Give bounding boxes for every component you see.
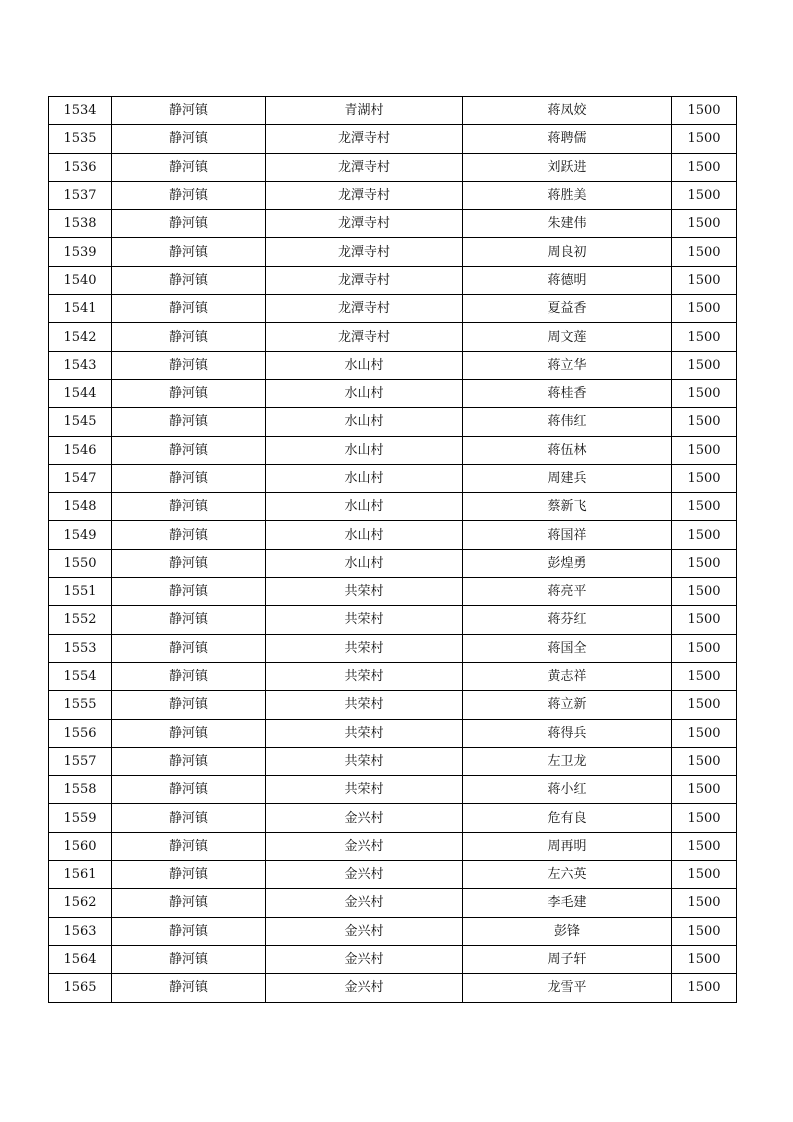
row-number-cell: 1563 <box>49 917 112 945</box>
table-row <box>49 804 737 832</box>
name-cell: 蒋凤姣 <box>463 97 672 125</box>
table-row <box>49 917 737 945</box>
name-cell: 左六英 <box>463 861 672 889</box>
row-number-cell: 1548 <box>49 493 112 521</box>
town-cell: 静河镇 <box>112 662 266 690</box>
row-number-cell: 1550 <box>49 549 112 577</box>
row-number-cell: 1545 <box>49 408 112 436</box>
row-number-cell: 1552 <box>49 606 112 634</box>
village-cell: 水山村 <box>266 493 463 521</box>
amount-cell: 1500 <box>672 521 737 549</box>
table-row <box>49 974 737 1002</box>
amount-cell: 1500 <box>672 606 737 634</box>
amount-cell: 1500 <box>672 549 737 577</box>
row-number-cell: 1543 <box>49 351 112 379</box>
village-cell: 龙潭寺村 <box>266 238 463 266</box>
village-cell: 金兴村 <box>266 889 463 917</box>
village-cell: 龙潭寺村 <box>266 181 463 209</box>
town-cell: 静河镇 <box>112 889 266 917</box>
village-cell: 金兴村 <box>266 861 463 889</box>
town-cell: 静河镇 <box>112 323 266 351</box>
town-cell: 静河镇 <box>112 606 266 634</box>
table-row <box>49 181 737 209</box>
row-number-cell: 1539 <box>49 238 112 266</box>
amount-cell: 1500 <box>672 861 737 889</box>
table-row <box>49 861 737 889</box>
row-number-cell: 1557 <box>49 747 112 775</box>
name-cell: 蒋伟红 <box>463 408 672 436</box>
row-number-cell: 1553 <box>49 634 112 662</box>
town-cell: 静河镇 <box>112 549 266 577</box>
town-cell: 静河镇 <box>112 521 266 549</box>
town-cell: 静河镇 <box>112 974 266 1002</box>
village-cell: 青湖村 <box>266 97 463 125</box>
name-cell: 蒋立新 <box>463 691 672 719</box>
village-cell: 金兴村 <box>266 804 463 832</box>
amount-cell: 1500 <box>672 917 737 945</box>
row-number-cell: 1556 <box>49 719 112 747</box>
town-cell: 静河镇 <box>112 97 266 125</box>
table-row <box>49 662 737 690</box>
table-row <box>49 436 737 464</box>
table-row <box>49 578 737 606</box>
town-cell: 静河镇 <box>112 493 266 521</box>
amount-cell: 1500 <box>672 578 737 606</box>
village-cell: 金兴村 <box>266 832 463 860</box>
town-cell: 静河镇 <box>112 804 266 832</box>
village-cell: 水山村 <box>266 521 463 549</box>
village-cell: 共荣村 <box>266 691 463 719</box>
row-number-cell: 1540 <box>49 266 112 294</box>
name-cell: 蒋小红 <box>463 776 672 804</box>
row-number-cell: 1536 <box>49 153 112 181</box>
table-row <box>49 295 737 323</box>
village-cell: 金兴村 <box>266 945 463 973</box>
town-cell: 静河镇 <box>112 436 266 464</box>
name-cell: 李毛建 <box>463 889 672 917</box>
table-row <box>49 266 737 294</box>
town-cell: 静河镇 <box>112 379 266 407</box>
row-number-cell: 1558 <box>49 776 112 804</box>
table-row <box>49 776 737 804</box>
amount-cell: 1500 <box>672 266 737 294</box>
amount-cell: 1500 <box>672 662 737 690</box>
amount-cell: 1500 <box>672 181 737 209</box>
town-cell: 静河镇 <box>112 295 266 323</box>
row-number-cell: 1561 <box>49 861 112 889</box>
name-cell: 蒋芬红 <box>463 606 672 634</box>
amount-cell: 1500 <box>672 295 737 323</box>
table-row <box>49 153 737 181</box>
name-cell: 蒋德明 <box>463 266 672 294</box>
amount-cell: 1500 <box>672 379 737 407</box>
town-cell: 静河镇 <box>112 351 266 379</box>
table-row <box>49 493 737 521</box>
town-cell: 静河镇 <box>112 945 266 973</box>
amount-cell: 1500 <box>672 945 737 973</box>
table-row <box>49 747 737 775</box>
village-cell: 水山村 <box>266 408 463 436</box>
town-cell: 静河镇 <box>112 238 266 266</box>
amount-cell: 1500 <box>672 634 737 662</box>
village-cell: 共荣村 <box>266 719 463 747</box>
table-row <box>49 323 737 351</box>
name-cell: 蒋聘儒 <box>463 125 672 153</box>
name-cell: 黄志祥 <box>463 662 672 690</box>
row-number-cell: 1544 <box>49 379 112 407</box>
amount-cell: 1500 <box>672 719 737 747</box>
amount-cell: 1500 <box>672 747 737 775</box>
village-cell: 水山村 <box>266 379 463 407</box>
village-cell: 龙潭寺村 <box>266 153 463 181</box>
row-number-cell: 1562 <box>49 889 112 917</box>
table-row <box>49 606 737 634</box>
amount-cell: 1500 <box>672 238 737 266</box>
row-number-cell: 1538 <box>49 210 112 238</box>
name-cell: 左卫龙 <box>463 747 672 775</box>
name-cell: 周再明 <box>463 832 672 860</box>
town-cell: 静河镇 <box>112 832 266 860</box>
roster-table-body <box>49 97 737 1003</box>
amount-cell: 1500 <box>672 351 737 379</box>
roster-table <box>48 96 737 1003</box>
amount-cell: 1500 <box>672 691 737 719</box>
town-cell: 静河镇 <box>112 153 266 181</box>
village-cell: 共荣村 <box>266 662 463 690</box>
village-cell: 龙潭寺村 <box>266 323 463 351</box>
row-number-cell: 1565 <box>49 974 112 1002</box>
amount-cell: 1500 <box>672 323 737 351</box>
row-number-cell: 1549 <box>49 521 112 549</box>
name-cell: 蒋亮平 <box>463 578 672 606</box>
town-cell: 静河镇 <box>112 917 266 945</box>
amount-cell: 1500 <box>672 210 737 238</box>
table-row <box>49 238 737 266</box>
amount-cell: 1500 <box>672 493 737 521</box>
town-cell: 静河镇 <box>112 719 266 747</box>
row-number-cell: 1554 <box>49 662 112 690</box>
table-row <box>49 832 737 860</box>
amount-cell: 1500 <box>672 125 737 153</box>
village-cell: 龙潭寺村 <box>266 125 463 153</box>
name-cell: 刘跃进 <box>463 153 672 181</box>
name-cell: 周子轩 <box>463 945 672 973</box>
name-cell: 彭锋 <box>463 917 672 945</box>
village-cell: 共荣村 <box>266 634 463 662</box>
town-cell: 静河镇 <box>112 266 266 294</box>
table-row <box>49 210 737 238</box>
town-cell: 静河镇 <box>112 125 266 153</box>
amount-cell: 1500 <box>672 974 737 1002</box>
name-cell: 周文莲 <box>463 323 672 351</box>
name-cell: 蒋得兵 <box>463 719 672 747</box>
name-cell: 蒋胜美 <box>463 181 672 209</box>
table-row <box>49 351 737 379</box>
town-cell: 静河镇 <box>112 578 266 606</box>
name-cell: 蒋立华 <box>463 351 672 379</box>
name-cell: 蔡新飞 <box>463 493 672 521</box>
town-cell: 静河镇 <box>112 210 266 238</box>
row-number-cell: 1555 <box>49 691 112 719</box>
table-row <box>49 691 737 719</box>
amount-cell: 1500 <box>672 804 737 832</box>
town-cell: 静河镇 <box>112 408 266 436</box>
table-row <box>49 125 737 153</box>
table-row <box>49 97 737 125</box>
row-number-cell: 1534 <box>49 97 112 125</box>
village-cell: 水山村 <box>266 436 463 464</box>
row-number-cell: 1547 <box>49 464 112 492</box>
table-row <box>49 719 737 747</box>
village-cell: 水山村 <box>266 549 463 577</box>
name-cell: 危有良 <box>463 804 672 832</box>
amount-cell: 1500 <box>672 889 737 917</box>
name-cell: 夏益香 <box>463 295 672 323</box>
amount-cell: 1500 <box>672 408 737 436</box>
village-cell: 龙潭寺村 <box>266 295 463 323</box>
town-cell: 静河镇 <box>112 776 266 804</box>
table-row <box>49 549 737 577</box>
row-number-cell: 1559 <box>49 804 112 832</box>
table-row <box>49 379 737 407</box>
village-cell: 共荣村 <box>266 606 463 634</box>
town-cell: 静河镇 <box>112 181 266 209</box>
village-cell: 共荣村 <box>266 747 463 775</box>
row-number-cell: 1564 <box>49 945 112 973</box>
table-row <box>49 634 737 662</box>
row-number-cell: 1537 <box>49 181 112 209</box>
name-cell: 蒋桂香 <box>463 379 672 407</box>
village-cell: 金兴村 <box>266 974 463 1002</box>
name-cell: 龙雪平 <box>463 974 672 1002</box>
village-cell: 共荣村 <box>266 578 463 606</box>
row-number-cell: 1546 <box>49 436 112 464</box>
name-cell: 蒋国全 <box>463 634 672 662</box>
name-cell: 彭煌勇 <box>463 549 672 577</box>
village-cell: 龙潭寺村 <box>266 266 463 294</box>
town-cell: 静河镇 <box>112 747 266 775</box>
amount-cell: 1500 <box>672 832 737 860</box>
table-row <box>49 408 737 436</box>
row-number-cell: 1560 <box>49 832 112 860</box>
amount-cell: 1500 <box>672 436 737 464</box>
table-row <box>49 464 737 492</box>
amount-cell: 1500 <box>672 153 737 181</box>
town-cell: 静河镇 <box>112 691 266 719</box>
amount-cell: 1500 <box>672 776 737 804</box>
village-cell: 龙潭寺村 <box>266 210 463 238</box>
row-number-cell: 1542 <box>49 323 112 351</box>
table-row <box>49 521 737 549</box>
town-cell: 静河镇 <box>112 634 266 662</box>
name-cell: 周建兵 <box>463 464 672 492</box>
town-cell: 静河镇 <box>112 861 266 889</box>
amount-cell: 1500 <box>672 464 737 492</box>
amount-cell: 1500 <box>672 97 737 125</box>
row-number-cell: 1541 <box>49 295 112 323</box>
name-cell: 蒋伍林 <box>463 436 672 464</box>
village-cell: 水山村 <box>266 464 463 492</box>
name-cell: 朱建伟 <box>463 210 672 238</box>
village-cell: 共荣村 <box>266 776 463 804</box>
name-cell: 蒋国祥 <box>463 521 672 549</box>
row-number-cell: 1551 <box>49 578 112 606</box>
name-cell: 周良初 <box>463 238 672 266</box>
village-cell: 水山村 <box>266 351 463 379</box>
row-number-cell: 1535 <box>49 125 112 153</box>
village-cell: 金兴村 <box>266 917 463 945</box>
table-row <box>49 889 737 917</box>
town-cell: 静河镇 <box>112 464 266 492</box>
table-row <box>49 945 737 973</box>
